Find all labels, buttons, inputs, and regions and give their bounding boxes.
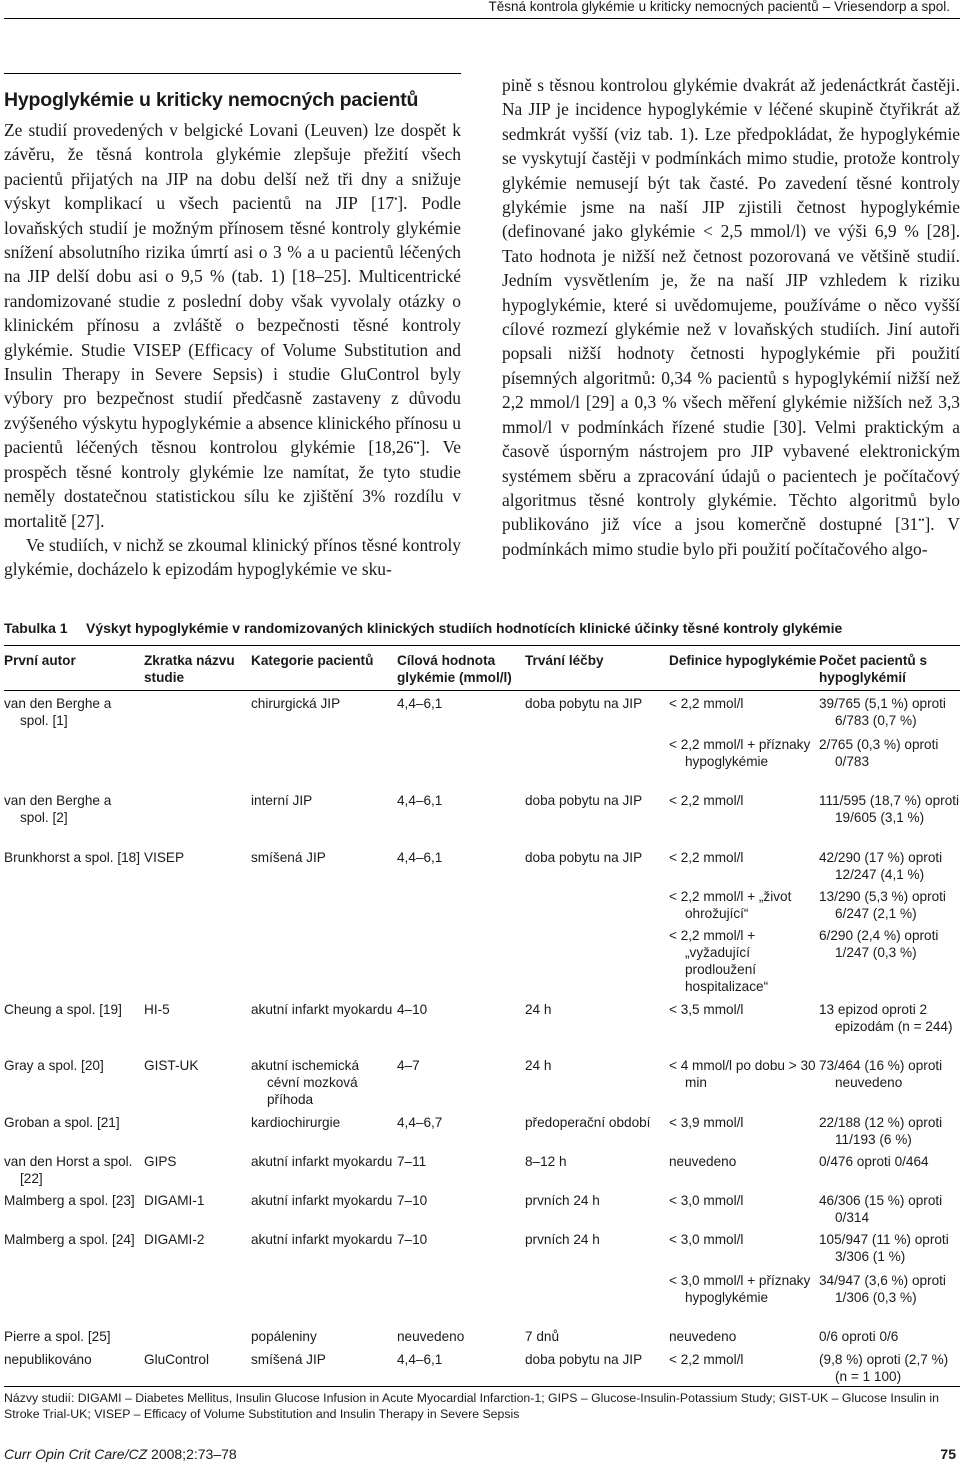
table-cell-text: předoperační období <box>525 1115 651 1130</box>
table-cell-text: akutní ischemická cévní mozková příhoda <box>251 1058 360 1107</box>
table-header-cell: Trvání léčby <box>525 653 604 668</box>
table-cell <box>819 849 960 883</box>
table-cell-text: HI-5 <box>144 1002 170 1017</box>
table-cell <box>819 736 960 770</box>
table-cell-text: < 3,0 mmol/l <box>669 1193 744 1208</box>
footer-journal-name: Curr Opin Crit Care/CZ <box>4 1446 148 1462</box>
table-cell <box>397 1057 525 1074</box>
footer-journal <box>4 1446 237 1462</box>
table-cell <box>525 1001 671 1018</box>
table-cell <box>4 1328 142 1345</box>
table-cell-text: van den Horst a spol. [22] <box>4 1154 133 1186</box>
table-cell-text: < 2,2 mmol/l <box>669 696 744 711</box>
running-head-dash: – <box>822 0 831 14</box>
table-cell <box>144 1153 250 1170</box>
table-cell-text: < 2,2 mmol/l <box>669 850 744 865</box>
table-cell-text: < 3,9 mmol/l <box>669 1115 744 1130</box>
table-cell-text: Cheung a spol. [19] <box>4 1002 122 1017</box>
table-cell-text: 4,4–6,1 <box>397 1352 443 1367</box>
table-cell <box>251 1153 395 1170</box>
left-p1-text-b: ]. Podle lovaňských studií je možným přínosem těsné kontroly glykémie snížení absolutního rizika úmrtí asi o 3 % a u pacientů léčených na JIP delší dobu asi o 9,5 % (tab. 1) [18–25]. Multicentrické randomizované studie z poslední doby však vyvolaly otázky o klinickém přínosu a zvláště o bezpečnosti těsné kontroly glykémie. Studie VISEP (Efficacy of Volume Substitution and Insulin Therapy in Severe Sepsis) i studie GluControl byly výbory pro bezpečnost studií předčasně zastaveny z důvodu zvýšeného výskytu hypoglykémie a absence klinického přínosu u pacientů léčených těsnou kontrolou glykémie [18,26 <box>4 193 461 458</box>
table-cell-text: van den Berghe a spol. [2] <box>4 793 112 825</box>
table-cell <box>4 1351 142 1368</box>
left-paragraph-1 <box>4 118 461 533</box>
table-cell <box>144 849 250 866</box>
table-cell <box>819 1057 960 1091</box>
table-cell-text: 39/765 (5,1 %) oproti 6/783 (0,7 %) <box>819 696 946 728</box>
table-cell <box>525 695 671 712</box>
table-cell-text: < 3,5 mmol/l <box>669 1002 744 1017</box>
table-cell-text: Gray a spol. [20] <box>4 1058 104 1073</box>
table-cell-text: < 2,2 mmol/l + „vyžadující prodloužení hospitalizace“ <box>669 928 769 994</box>
table-cell-text: 7–10 <box>397 1232 428 1247</box>
table-label: Tabulka 1 <box>4 620 68 636</box>
table-cell <box>819 1192 960 1226</box>
table-cell <box>251 849 395 866</box>
running-head-title: Těsná kontrola glykémie u kriticky nemocných pacientů <box>488 0 819 14</box>
table-cell <box>669 695 819 712</box>
table-cell <box>819 1328 960 1345</box>
table-cell <box>525 1351 671 1368</box>
table-cell-text: prvních 24 h <box>525 1232 600 1247</box>
table-cell <box>525 1328 671 1345</box>
table-cell <box>669 1001 819 1018</box>
table-cell-text: neuvedeno <box>397 1329 465 1344</box>
table-cell-text: Malmberg a spol. [23] <box>4 1193 135 1208</box>
table-cell <box>144 1231 250 1248</box>
table-cell <box>819 1153 960 1170</box>
footer-journal-issue: 2008;2:73–78 <box>147 1446 237 1462</box>
table-cell <box>397 1328 525 1345</box>
table-cell <box>669 1114 819 1131</box>
table-cell <box>397 1231 525 1248</box>
table-cell <box>251 1001 395 1018</box>
table-cell-text: GluControl <box>144 1352 209 1367</box>
table-cell <box>4 1114 142 1131</box>
running-head <box>489 0 951 14</box>
table-cell <box>819 1114 960 1148</box>
table-cell-text: doba pobytu na JIP <box>525 793 643 808</box>
table-cell-text: 6/290 (2,4 %) oproti 1/247 (0,3 %) <box>819 928 939 960</box>
table-cell <box>4 695 142 729</box>
table-cell-text: 4–7 <box>397 1058 420 1073</box>
right-p1-text-a: pině s těsnou kontrolou glykémie dvakrát až jedenáctkrát častěji. Na JIP je incidence hypoglykémie v léčené skupině čtyřikrát až sedmkrát vyšší (viz tab. 1). Lze předpokládat, že hypoglykémie se vyskytují častěji v podmínkách mimo studie, protože kontroly glykémie nemusejí být tak časté. Po zavedení těsné kontroly glykémie jsme na naší JIP zjistili četnost hypoglykémie (definované jako glykémie < 2,5 mmol/l) ve výši 6,9 % [28]. Tato hodnota je nižší než četnost pozorovaná ve většině studií. Jedním vysvětlením je, že na naší JIP vzhledem k riziku hypoglykémie, které si uvědomujeme, používáme o něco vyšší cílové rozmezí glykémie než v lovaňských studiích. Jiní autoři popsali nižší hodnoty četnosti hypoglykémie při použití písemných algoritmů: 0,34 % pacientů s hypoglykémií nižší než 2,2 mmol/l [29] a 0,3 % všech měření glykémie nižších než 3,3 mmol/l v podmínkách řízené studie [30]. Velmi praktickým a časově úsporným nástrojem pro JIP vybavené elektronickým systémem sběru a zpracování údajů o pacientech je počítačový algoritmus těsné kontroly glykémie. Těchto algoritmů bylo publikováno již více a jsou komerčně dostupné [31 <box>502 75 960 535</box>
table-cell-text: Malmberg a spol. [24] <box>4 1232 135 1247</box>
table-cell <box>525 849 671 866</box>
table-cell <box>4 1153 142 1187</box>
table-cell-text: < 3,0 mmol/l <box>669 1232 744 1247</box>
table-cell-text: neuvedeno <box>669 1329 737 1344</box>
table-cell <box>144 1192 250 1209</box>
left-p1-text-a: Ze studií provedených v belgické Lovani (Leuven) lze dospět k závěru, že těsná kontrola glykémie zlepšuje přežití všech pacientů přijatých na JIP na dobu delší než tři dny a snižuje výskyt komplikací u všech pacientů na JIP [17 <box>4 120 461 214</box>
table-cell <box>669 736 819 770</box>
table-cell-text: GIPS <box>144 1154 177 1169</box>
table-header-cell: První autor <box>4 653 76 668</box>
table-cell-text: Pierre a spol. [25] <box>4 1329 111 1344</box>
table-cell-text: 13/290 (5,3 %) oproti 6/247 (2,1 %) <box>819 889 946 921</box>
table-cell-text: 24 h <box>525 1058 552 1073</box>
table-cell <box>251 1328 395 1345</box>
table-cell <box>251 792 395 809</box>
table-cell-text: 4,4–6,1 <box>397 696 443 711</box>
table-cell <box>819 792 960 826</box>
table-cell <box>397 1001 525 1018</box>
table-header-cell: Kategorie pacientů <box>251 653 374 668</box>
table-cell-text: VISEP <box>144 850 185 865</box>
table-cell <box>669 1231 819 1248</box>
table-cell <box>397 792 525 809</box>
table-cell <box>397 695 525 712</box>
table-header-cell: Cílová hodnota glykémie (mmol/l) <box>397 653 512 685</box>
table-cell <box>144 1057 250 1074</box>
table-cell-text: akutní infarkt myokardu <box>251 1002 393 1017</box>
table-cell-text: 4,4–6,1 <box>397 793 443 808</box>
table-cell-text: DIGAMI-2 <box>144 1232 205 1247</box>
table-cell-text: DIGAMI-1 <box>144 1193 205 1208</box>
left-p1-text-c: ]. Ve prospěch těsné kontroly glykémie lze namítat, že tyto studie neměly dostatečnou statistickou sílu ke zjištění 3% rozdílu v mortalitě [27]. <box>4 437 461 531</box>
table-cell-text: 7–10 <box>397 1193 428 1208</box>
table-cell <box>669 1272 819 1306</box>
table-cell <box>4 1231 142 1248</box>
table-cell <box>525 792 671 809</box>
table-cell <box>397 1192 525 1209</box>
table-cell-text: 8–12 h <box>525 1154 567 1169</box>
table-cell <box>251 1057 395 1108</box>
table-cell <box>525 1153 671 1170</box>
table-caption <box>4 620 956 636</box>
table-cell <box>669 1328 819 1345</box>
table-cell-text: < 2,2 mmol/l <box>669 793 744 808</box>
table-cell <box>669 1153 819 1170</box>
table-cell <box>819 1001 960 1035</box>
table-cell <box>397 1351 525 1368</box>
right-p1-sup: •• <box>918 515 925 526</box>
right-paragraph-1 <box>502 73 960 561</box>
left-column <box>4 73 461 582</box>
table-cell-text: 4,4–6,1 <box>397 850 443 865</box>
table-cell-text: van den Berghe a spol. [1] <box>4 696 112 728</box>
table-cell-text: < 3,0 mmol/l + příznaky hypoglykémie <box>669 1273 811 1305</box>
table-cell-text: kardiochirurgie <box>251 1115 341 1130</box>
table-cell <box>4 792 142 826</box>
table-cell <box>819 695 960 729</box>
right-column <box>502 73 960 561</box>
table-cell <box>251 1351 395 1368</box>
table-cell <box>819 888 960 922</box>
table-cell-text: doba pobytu na JIP <box>525 696 643 711</box>
table-cell <box>669 1057 819 1091</box>
table-notes: Názvy studií: DIGAMI – Diabetes Mellitus, Insulin Glucose Infusion in Acute Myocardial Infarction-1; GIPS – Glucose-Insulin-Potassium Study; GIST-UK – Glucose Insulin in Stroke Trial-UK; VISEP – Efficacy of Volume Substitution and Insulin Therapy in Severe Sepsis <box>4 1391 939 1421</box>
table-cell-text: < 2,2 mmol/l + příznaky hypoglykémie <box>669 737 811 769</box>
table-cell <box>144 1351 250 1368</box>
table-cell-text: chirurgická JIP <box>251 696 341 711</box>
table-cell-text: smíšená JIP <box>251 850 326 865</box>
table-cell-text: < 2,2 mmol/l + „život ohrožující“ <box>669 889 792 921</box>
table-cell <box>4 1192 142 1209</box>
table-cell-text: 46/306 (15 %) oproti 0/314 <box>819 1193 943 1225</box>
table-header-rule <box>4 690 960 691</box>
table-cell <box>669 792 819 809</box>
table-cell-text: 34/947 (3,6 %) oproti 1/306 (0,3 %) <box>819 1273 946 1305</box>
top-rule <box>4 18 960 19</box>
table-bottom-rule <box>4 1386 960 1387</box>
table-cell-text: akutní infarkt myokardu <box>251 1232 393 1247</box>
table-cell <box>819 1231 960 1265</box>
table-caption-text: Výskyt hypoglykémie v randomizovaných klinických studiích hodnotících klinické účinky těsné kontroly glykémie <box>86 620 843 636</box>
table-cell <box>251 1231 395 1248</box>
table-cell-text: 22/188 (12 %) oproti 11/193 (6 %) <box>819 1115 943 1147</box>
table-cell <box>397 849 525 866</box>
table-cell-text: nepublikováno <box>4 1352 92 1367</box>
table-cell <box>144 1001 250 1018</box>
table-cell <box>525 1114 671 1131</box>
table-cell <box>397 1114 525 1131</box>
right-p1-text-b: ]. V podmínkách mimo studie bylo při použití počítačového algo- <box>502 514 960 559</box>
table-cell-text: smíšená JIP <box>251 1352 326 1367</box>
table-cell-text: akutní infarkt myokardu <box>251 1193 393 1208</box>
table-cell-text: 73/464 (16 %) oproti neuvedeno <box>819 1058 943 1090</box>
table-header-cell: Zkratka názvu studie <box>144 653 235 685</box>
table-cell <box>397 1153 525 1170</box>
table-cell-text: 0/476 oproti 0/464 <box>819 1154 929 1169</box>
table-cell-text: Groban a spol. [21] <box>4 1115 120 1130</box>
table-cell <box>4 1057 142 1074</box>
table-cell <box>4 1001 142 1018</box>
table-cell <box>525 1057 671 1074</box>
table-cell <box>669 888 819 922</box>
table-cell <box>4 849 142 866</box>
table-header-cell: Počet pacientů s hypoglykémií <box>819 653 928 685</box>
table-cell-text: < 4 mmol/l po dobu > 30 min <box>669 1058 816 1090</box>
table-cell <box>669 927 819 995</box>
table-cell-text: 24 h <box>525 1002 552 1017</box>
table-cell-text: (9,8 %) oproti (2,7 %) (n = 1 100) <box>819 1352 949 1384</box>
table-cell <box>669 1351 819 1368</box>
table-cell-text: Brunkhorst a spol. [18] <box>4 850 141 865</box>
table-cell <box>525 1231 671 1248</box>
table-cell-text: 0/6 oproti 0/6 <box>819 1329 899 1344</box>
table-cell-text: GIST-UK <box>144 1058 199 1073</box>
table-cell <box>819 1272 960 1306</box>
running-head-author: Vriesendorp a spol. <box>834 0 950 14</box>
left-paragraph-2: Ve studiích, v nichž se zkoumal klinický přínos těsné kontroly glykémie, docházelo k epizodám hypoglykémie ve sku- <box>4 534 461 580</box>
table-cell-text: 7 dnů <box>525 1329 560 1344</box>
table-cell <box>669 849 819 866</box>
table-cell <box>819 927 960 961</box>
table-cell-text: 111/595 (18,7 %) oproti 19/605 (3,1 %) <box>819 793 960 825</box>
table-cell-text: akutní infarkt myokardu <box>251 1154 393 1169</box>
table-cell-text: doba pobytu na JIP <box>525 1352 643 1367</box>
table-cell <box>251 1192 395 1209</box>
table-cell-text: 42/290 (17 %) oproti 12/247 (4,1 %) <box>819 850 943 882</box>
table-cell <box>525 1192 671 1209</box>
table-cell-text: 7–11 <box>397 1154 427 1169</box>
left-p1-sup-2: •• <box>413 438 420 449</box>
table-cell-text: prvních 24 h <box>525 1193 600 1208</box>
table-cell-text: 2/765 (0,3 %) oproti 0/783 <box>819 737 939 769</box>
table-cell <box>251 695 395 712</box>
table-cell <box>251 1114 395 1131</box>
table-cell-text: 4–10 <box>397 1002 428 1017</box>
table-cell-text: 13 epizod oproti 2 epizodám (n = 244) <box>819 1002 953 1034</box>
table-cell-text: 105/947 (11 %) oproti 3/306 (1 %) <box>819 1232 949 1264</box>
left-p1-sup-1: • <box>394 194 398 205</box>
section-title: Hypoglykémie u kriticky nemocných pacientů <box>4 89 419 111</box>
table-cell-text: < 2,2 mmol/l <box>669 1352 744 1367</box>
table-cell-text: interní JIP <box>251 793 313 808</box>
page-number: 75 <box>940 1446 956 1462</box>
table-header-cell: Definice hypoglykémie <box>669 653 817 668</box>
table-top-rule <box>4 645 960 646</box>
table-cell <box>669 1192 819 1209</box>
table-cell-text: neuvedeno <box>669 1154 737 1169</box>
table-cell <box>819 1351 960 1385</box>
table-cell-text: popáleniny <box>251 1329 317 1344</box>
table-cell-text: 4,4–6,7 <box>397 1115 443 1130</box>
table-cell-text: doba pobytu na JIP <box>525 850 643 865</box>
